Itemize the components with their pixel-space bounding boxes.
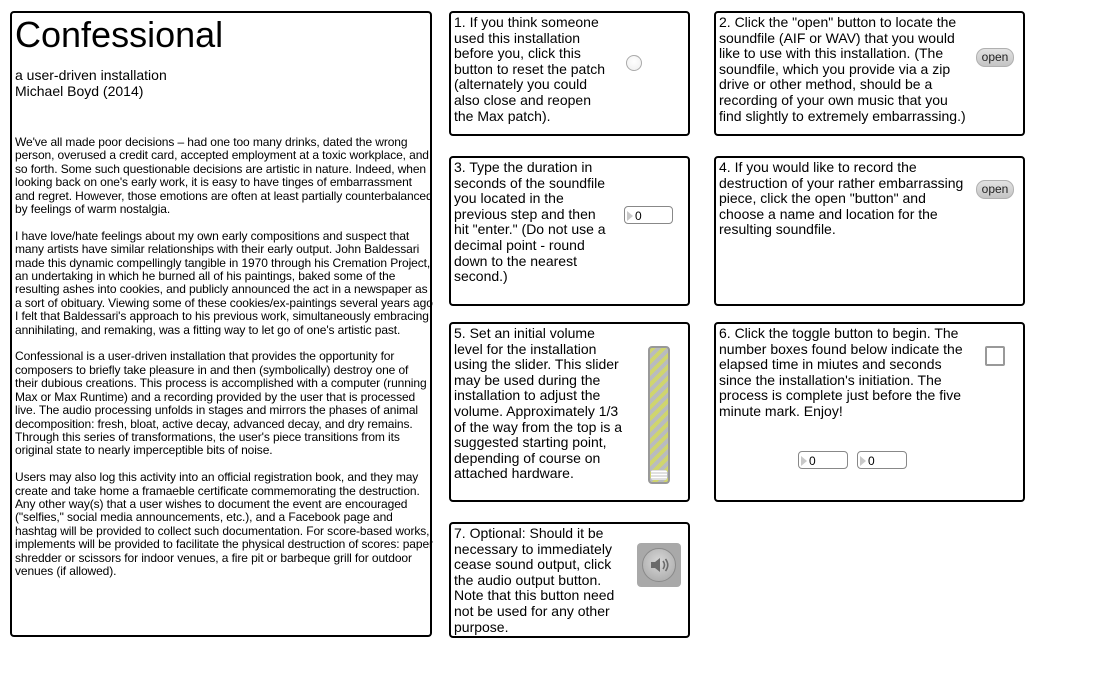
step-2-line: drive or other method, should be a: [719, 76, 933, 93]
minutes-number-box[interactable]: [798, 451, 848, 469]
step-3-line: decimal point - round: [454, 236, 585, 253]
step-5-line: may be used during the: [454, 371, 601, 388]
step-7-text: [454, 526, 614, 635]
step-7-line: necessary to immediately: [454, 540, 612, 557]
step-6-text: [719, 326, 963, 420]
step-4-line: destruction of your rather embarrassing: [719, 174, 964, 191]
step-4-line: piece, click the open "button" and: [719, 190, 926, 207]
seconds-number-box[interactable]: [857, 451, 907, 469]
step-3-line: you located in the: [454, 190, 564, 207]
step-2-panel: [714, 11, 1025, 136]
step-3-line: hit "enter." (Do not use a: [454, 221, 606, 238]
step-2-line: like to use with this installation. (The: [719, 45, 944, 62]
step-6-line: process is complete just before the five: [719, 387, 962, 404]
step-1-line: used this installation: [454, 29, 581, 46]
intro-panel: [10, 11, 432, 637]
step-1-line: also close and reopen: [454, 91, 591, 108]
step-2-line: soundfile (AIF or WAV) that you would: [719, 29, 955, 46]
step-5-line: 5. Set an initial volume: [454, 325, 595, 341]
step-5-text: [454, 326, 622, 482]
seconds-value: 0: [868, 454, 875, 468]
step-4-panel: [714, 156, 1025, 306]
step-5-panel: [449, 322, 690, 502]
duration-value: 0: [635, 209, 642, 223]
step-1-line: (alternately you could: [454, 76, 588, 93]
intro-body: [15, 136, 433, 592]
step-3-panel: [449, 156, 690, 306]
page-title: Confessional: [15, 14, 224, 55]
step-1-line: before you, click this: [454, 45, 581, 62]
open-record-button[interactable]: open: [976, 180, 1014, 199]
step-2-text: [719, 15, 966, 124]
volume-slider[interactable]: [648, 346, 670, 484]
start-toggle[interactable]: [985, 346, 1005, 366]
number-box-arrow-icon: [627, 211, 633, 221]
speaker-icon: [642, 548, 676, 582]
duration-number-box[interactable]: [624, 206, 673, 224]
step-5-line: suggested starting point,: [454, 434, 607, 451]
step-6-line: number boxes found below indicate the: [719, 340, 963, 357]
step-6-line: since the installation's initiation. The: [719, 371, 942, 388]
step-5-line: using the slider. This slider: [454, 356, 619, 373]
step-1-line: button to reset the patch: [454, 60, 605, 77]
subtitle-block: [15, 67, 167, 99]
step-4-line: choose a name and location for the: [719, 205, 938, 222]
step-6-line: 6. Click the toggle button to begin. The: [719, 325, 959, 341]
step-1-panel: [449, 11, 690, 136]
subtitle: a user-driven installation: [15, 67, 167, 83]
step-2-line: find slightly to extremely embarrassing.): [719, 107, 966, 124]
step-6-line: minute mark. Enjoy!: [719, 402, 843, 419]
step-1-text: [454, 15, 605, 124]
step-7-line: the audio output button.: [454, 571, 602, 588]
open-soundfile-button[interactable]: open: [976, 48, 1014, 67]
reset-button[interactable]: [626, 55, 642, 71]
step-7-line: Note that this button need: [454, 587, 615, 604]
step-3-line: seconds of the soundfile: [454, 174, 605, 191]
step-1-line: 1. If you think someone: [454, 14, 599, 30]
step-7-line: cease sound output, click: [454, 556, 612, 573]
step-2-line: recording of your own music that you: [719, 91, 948, 108]
step-3-text: [454, 160, 606, 285]
step-3-line: previous step and then: [454, 205, 596, 222]
step-4-line: 4. If you would like to record the: [719, 159, 917, 175]
intro-paragraph: Confessional is a user-driven installation that provides the opportunity for composers to briefly take pleasure in and then (symbolically) destroy one of their dubious creations. This process is accomplished with a computer (running Max or Max Runtime) and a recording provided by the user that is processed live. The audio processing unfolds in stages and mirrors the phases of animal decomposition: fresh, bloat, active decay, advanced decay, and dry remains. Through this series of transformations, the user's piece transitions from its original state to nearly imperceptible bits of noise.: [15, 349, 427, 458]
step-5-line: attached hardware.: [454, 465, 574, 482]
step-6-line: elapsed time in miutes and seconds: [719, 356, 942, 373]
step-5-line: volume. Approximately 1/3: [454, 402, 619, 419]
step-7-line: 7. Optional: Should it be: [454, 525, 604, 541]
step-3-line: second.): [454, 268, 508, 285]
slider-handle[interactable]: [651, 470, 667, 480]
step-5-line: depending of course on: [454, 449, 601, 466]
intro-paragraph: I have love/hate feelings about my own early compositions and suspect that many artists have similar relationships with their early output. John Baldessari made this dynamic compellingly tangible in 1970 through his Cremation Project, an undertaking in which he burned all of his paintings, baked some of the resulting ashes into cookies, and publicly announced the act in a newspaper as a sort of obituary. Viewing some of these cookies/ex-paintings several years ago I felt that Baldessari's approach to his previous work, simultaneously embracing, annihilating, and remaking, was a fitting way to let go of one's artistic past.: [15, 228, 433, 337]
minutes-value: 0: [809, 454, 816, 468]
intro-paragraph: We've all made poor decisions – had one too many drinks, dated the wrong person, overused a credit card, accepted employment at a toxic workplace, and so forth. Some such questionable decisions are artistic in nature. Indeed, when looking back on one's early work, it is easy to have tinges of embarrassment and regret. However, those emotions are often at least partially counterbalanced by feelings of warm nostalgia.: [15, 135, 433, 217]
step-4-text: [719, 160, 963, 238]
audio-output-button[interactable]: [637, 543, 681, 587]
step-3-line: down to the nearest: [454, 252, 577, 269]
intro-paragraph: Users may also log this activity into an official registration book, and they may create and take home a framaeble certificate commemorating the destruction. Any other way(s) that a user wishes to document the event are encouraged ("selfies," social media announcements, etc.), and a Facebook page and hashtag will be provided to collect such documentation. For score-based works, implements will be provided to facilitate the physical destruction of scores: paper shredder or scissors for indoor venues, a fire pit or barbeque grill for outdoor venues (if allowed).: [15, 470, 433, 578]
step-1-line: the Max patch).: [454, 107, 551, 124]
step-7-line: purpose.: [454, 618, 509, 635]
step-2-line: 2. Click the "open" button to locate the: [719, 14, 957, 30]
number-box-arrow-icon: [801, 456, 807, 466]
step-6-panel: [714, 322, 1025, 502]
step-7-line: not be used for any other: [454, 602, 610, 619]
step-2-line: soundfile, which you provide via a zip: [719, 60, 951, 77]
step-7-panel: [449, 522, 690, 638]
author: Michael Boyd (2014): [15, 83, 144, 99]
step-5-line: of the way from the top is a: [454, 418, 623, 435]
number-box-arrow-icon: [860, 456, 866, 466]
step-5-line: installation to adjust the: [454, 387, 601, 404]
step-3-line: 3. Type the duration in: [454, 159, 593, 175]
step-4-line: resulting soundfile.: [719, 221, 836, 238]
step-5-line: level for the installation: [454, 340, 597, 357]
